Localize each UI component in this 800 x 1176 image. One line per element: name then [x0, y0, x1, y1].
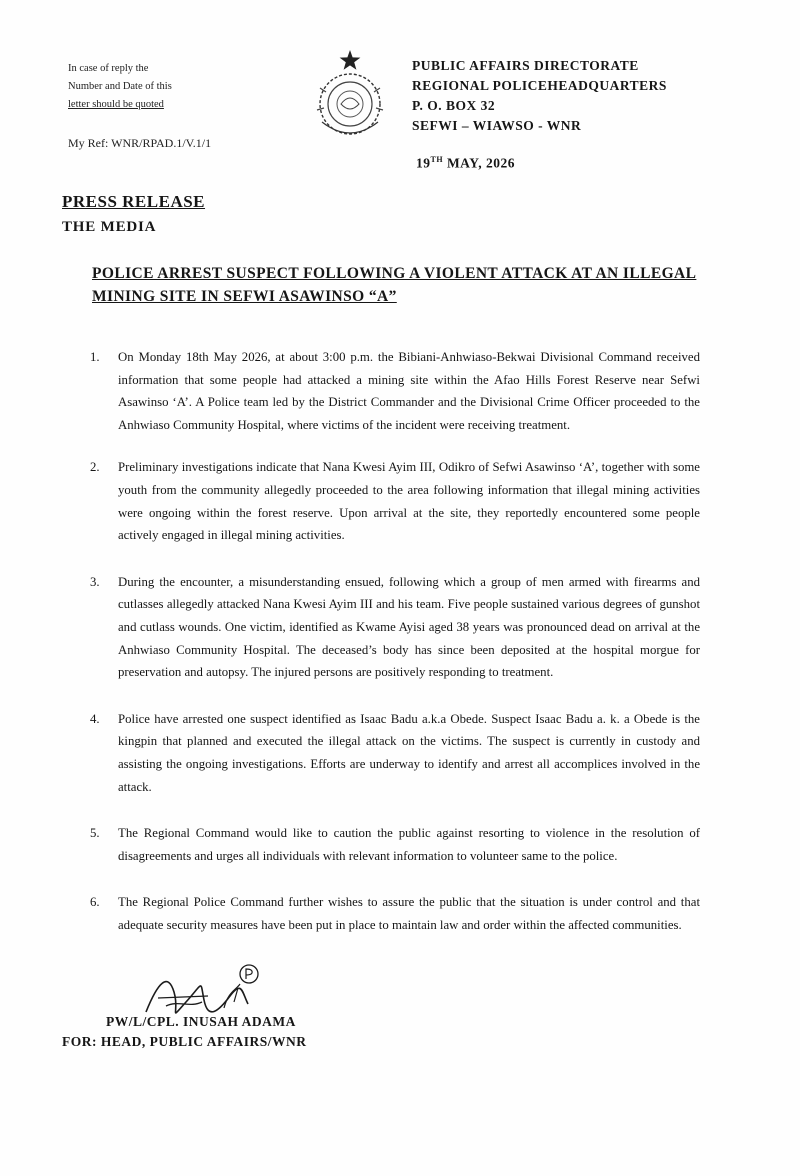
paragraph-item [90, 571, 700, 684]
paragraph-item [90, 822, 700, 867]
signatory-name: PW/L/CPL. INUSAH ADAMA [106, 1014, 296, 1029]
paragraph-text: Preliminary investigations indicate that Nana Kwesi Ayim III, Odikro of Sefwi Asawinso ‘A’, together with some youth from the community allegedly proceeded to the area following information that illegal mining activities were ongoing within the forest reserve. Upon arrival at the site, they reportedly encountered some people actively engaged in illegal mining activities. [118, 460, 700, 543]
address-line: P. O. BOX 32 [412, 98, 496, 113]
reply-note-line: Number and Date of this [68, 81, 172, 92]
paragraph-number: 2. [90, 460, 100, 475]
paragraph-text: The Regional Police Command further wishes to assure the public that the situation is under control and that adequate security measures have been put in place to maintain law and order within the affected communities. [118, 895, 700, 932]
paragraph-item [90, 891, 700, 936]
press-release-title: PRESS RELEASE [62, 192, 206, 211]
recipient-line: THE MEDIA [62, 219, 157, 235]
headline: POLICE ARREST SUSPECT FOLLOWING A VIOLENT ATTACK AT AN ILLEGAL MINING SITE IN SEFWI ASAWINSO “A” [92, 265, 697, 305]
paragraph-number: 4. [90, 711, 100, 726]
paragraph-item [90, 708, 700, 798]
paragraph-text: During the encounter, a misunderstanding ensued, following which a group of men armed with firearms and cutlasses allegedly attacked Nana Kwesi Ayim III and his team. Five people sustained various degrees of gunshot and cutlass wounds. One victim, identified as Kwame Ayisi aged 38 years was pronounced dead on arrival at the Anhwiaso Community Hospital. The deceased’s body has since been deposited at the hospital morgue for preservation and autopsy. The injured persons are positively responding to treatment. [118, 574, 700, 680]
reply-note-line: In case of reply the [68, 63, 149, 74]
reply-instruction [68, 60, 172, 114]
paragraph-text: On Monday 18th May 2026, at about 3:00 p.m. the Bibiani-Anhwiaso-Bekwai Divisional Command received information that some people had attacked a mining site within the Afao Hills Forest Reserve near Sefwi Asawinso ‘A’. A Police team led by the District Commander and the Divisional Crime Officer proceeded to the Anhwiaso Community Hospital, where victims of the incident were receiving treatment. [118, 350, 700, 432]
police-crest-icon [308, 48, 392, 144]
address-line: REGIONAL POLICEHEADQUARTERS [412, 78, 667, 93]
reply-note-line: letter should be quoted [68, 99, 164, 110]
paragraph-number: 1. [90, 350, 100, 364]
paragraph-text: Police have arrested one suspect identified as Isaac Badu a.k.a Obede. Suspect Isaac Badu a. k. a Obede is the kingpin that planned and executed the illegal attack on the victims. The suspect is currently in custody and assisting the ongoing investigations. Efforts are underway to identify and arrest all accomplices involved in the attack. [118, 711, 700, 794]
date-suffix: TH [430, 155, 444, 164]
paragraph-number: 5. [90, 826, 100, 841]
release-date [416, 155, 515, 172]
paragraph-item [90, 456, 700, 546]
address-line: PUBLIC AFFAIRS DIRECTORATE [412, 58, 639, 73]
date-day: 19 [416, 155, 431, 171]
reference-number: My Ref: WNR/RPAD.1/V.1/1 [68, 136, 212, 150]
date-month-year: MAY, 2026 [443, 155, 515, 171]
directorate-address [412, 56, 667, 136]
address-line: SEFWI – WIAWSO - WNR [412, 118, 582, 133]
signatory-title: FOR: HEAD, PUBLIC AFFAIRS/WNR [62, 1034, 307, 1049]
numbered-paragraphs [90, 346, 700, 936]
paragraph-item [90, 346, 700, 436]
paragraph-number: 6. [90, 895, 100, 910]
paragraph-text: The Regional Command would like to caution the public against resorting to violence in the resolution of disagreements and urges all individuals with relevant information to volunteer same to the police. [118, 826, 700, 863]
paragraph-number: 3. [90, 574, 100, 589]
